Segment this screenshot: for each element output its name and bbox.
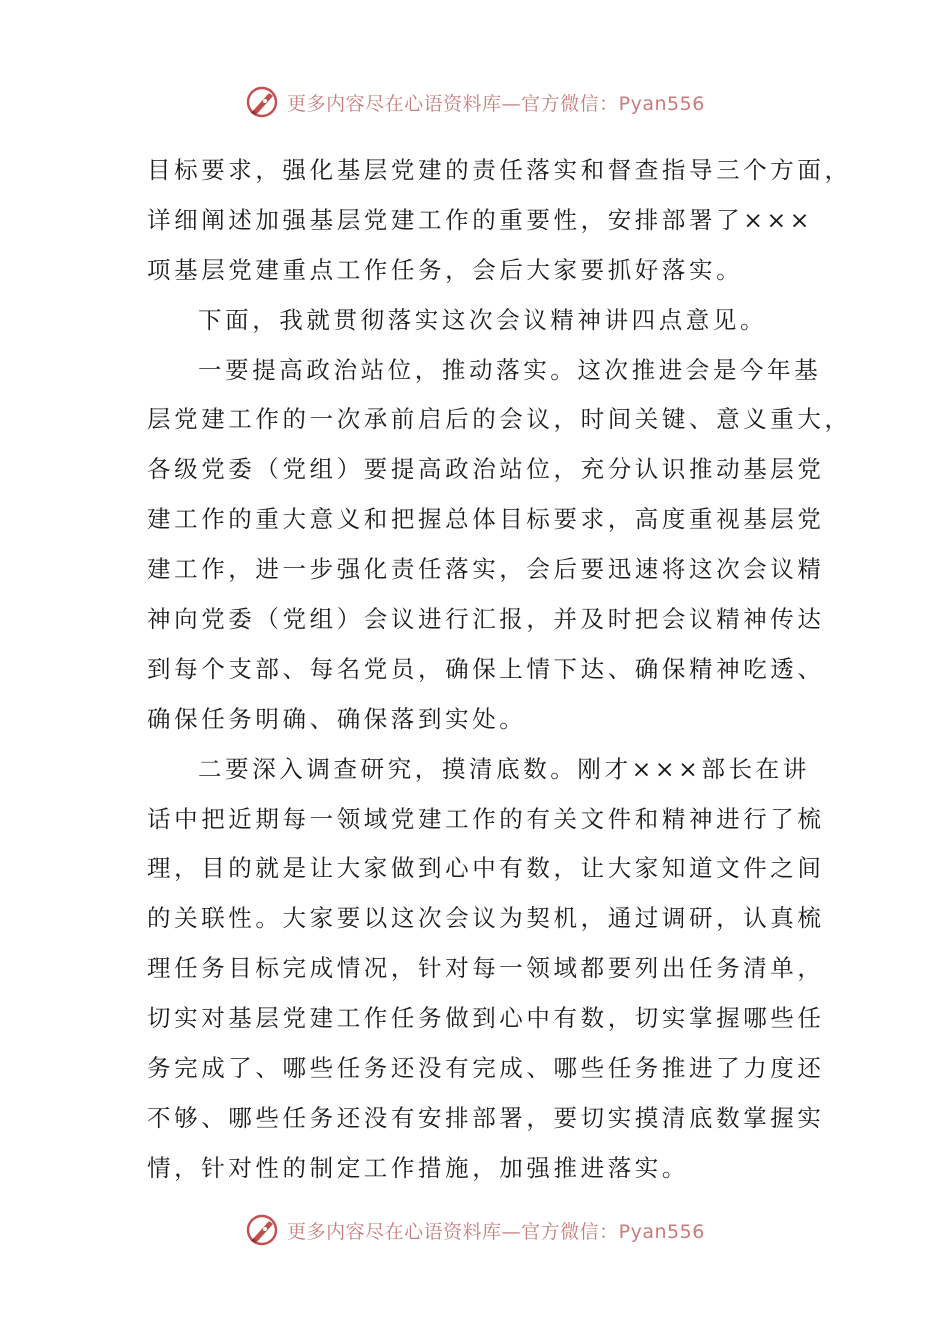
header-banner <box>0 82 950 122</box>
text-line: 各级党委（党组）要提高政治站位，充分认识推动基层党 <box>147 455 825 484</box>
text-line: 的关联性。大家要以这次会议为契机，通过调研，认真梳 <box>147 904 825 933</box>
text-line: 详细阐述加强基层党建工作的重要性，安排部署了××× <box>147 205 814 234</box>
footer-banner <box>0 1210 950 1250</box>
text-line: 确保任务明确、确保落到实处。 <box>147 704 527 733</box>
wechat-id: Pyan556 <box>618 1220 705 1243</box>
text-line: 理任务目标完成情况，针对每一领域都要列出任务清单， <box>147 954 825 983</box>
text-line: 情，针对性的制定工作措施，加强推进落实。 <box>147 1153 689 1182</box>
text-line: 目标要求，强化基层党建的责任落实和督查指导三个方面， <box>147 156 852 184</box>
pen-logo-icon <box>245 1213 279 1247</box>
wechat-id: Pyan556 <box>618 92 705 115</box>
paragraph-start: 下面，我就贯彻落实这次会议精神讲四点意见。 <box>198 305 768 334</box>
pen-logo-icon <box>245 85 279 119</box>
banner-text: 更多内容尽在心语资料库—官方微信：Pyan556 <box>287 92 705 115</box>
text-line: 话中把近期每一领域党建工作的有关文件和精神进行了梳 <box>147 804 825 833</box>
paragraph-start: 一要提高政治站位，推动落实。这次推进会是今年基 <box>198 355 822 384</box>
document-body <box>147 146 852 1194</box>
text-line: 建工作的重大意义和把握总体目标要求，高度重视基层党 <box>147 505 825 534</box>
text-line: 理，目的就是让大家做到心中有数，让大家知道文件之间 <box>147 854 825 883</box>
text-line: 层党建工作的一次承前启后的会议，时间关键、意义重大， <box>147 405 852 434</box>
banner-text: 更多内容尽在心语资料库—官方微信：Pyan556 <box>287 1220 705 1243</box>
text-line: 建工作，进一步强化责任落实，会后要迅速将这次会议精 <box>147 555 825 584</box>
text-line: 项基层党建重点工作任务，会后大家要抓好落实。 <box>147 255 744 284</box>
paragraph-start: 二要深入调查研究，摸清底数。刚才×××部长在讲 <box>198 754 810 783</box>
text-line: 切实对基层党建工作任务做到心中有数，切实掌握哪些任 <box>147 1004 825 1033</box>
text-line: 神向党委（党组）会议进行汇报，并及时把会议精神传达 <box>147 605 825 634</box>
text-line: 不够、哪些任务还没有安排部署，要切实摸清底数掌握实 <box>147 1103 825 1132</box>
text-line: 到每个支部、每名党员，确保上情下达、确保精神吃透、 <box>147 654 825 683</box>
text-line: 务完成了、哪些任务还没有完成、哪些任务推进了力度还 <box>147 1054 825 1083</box>
